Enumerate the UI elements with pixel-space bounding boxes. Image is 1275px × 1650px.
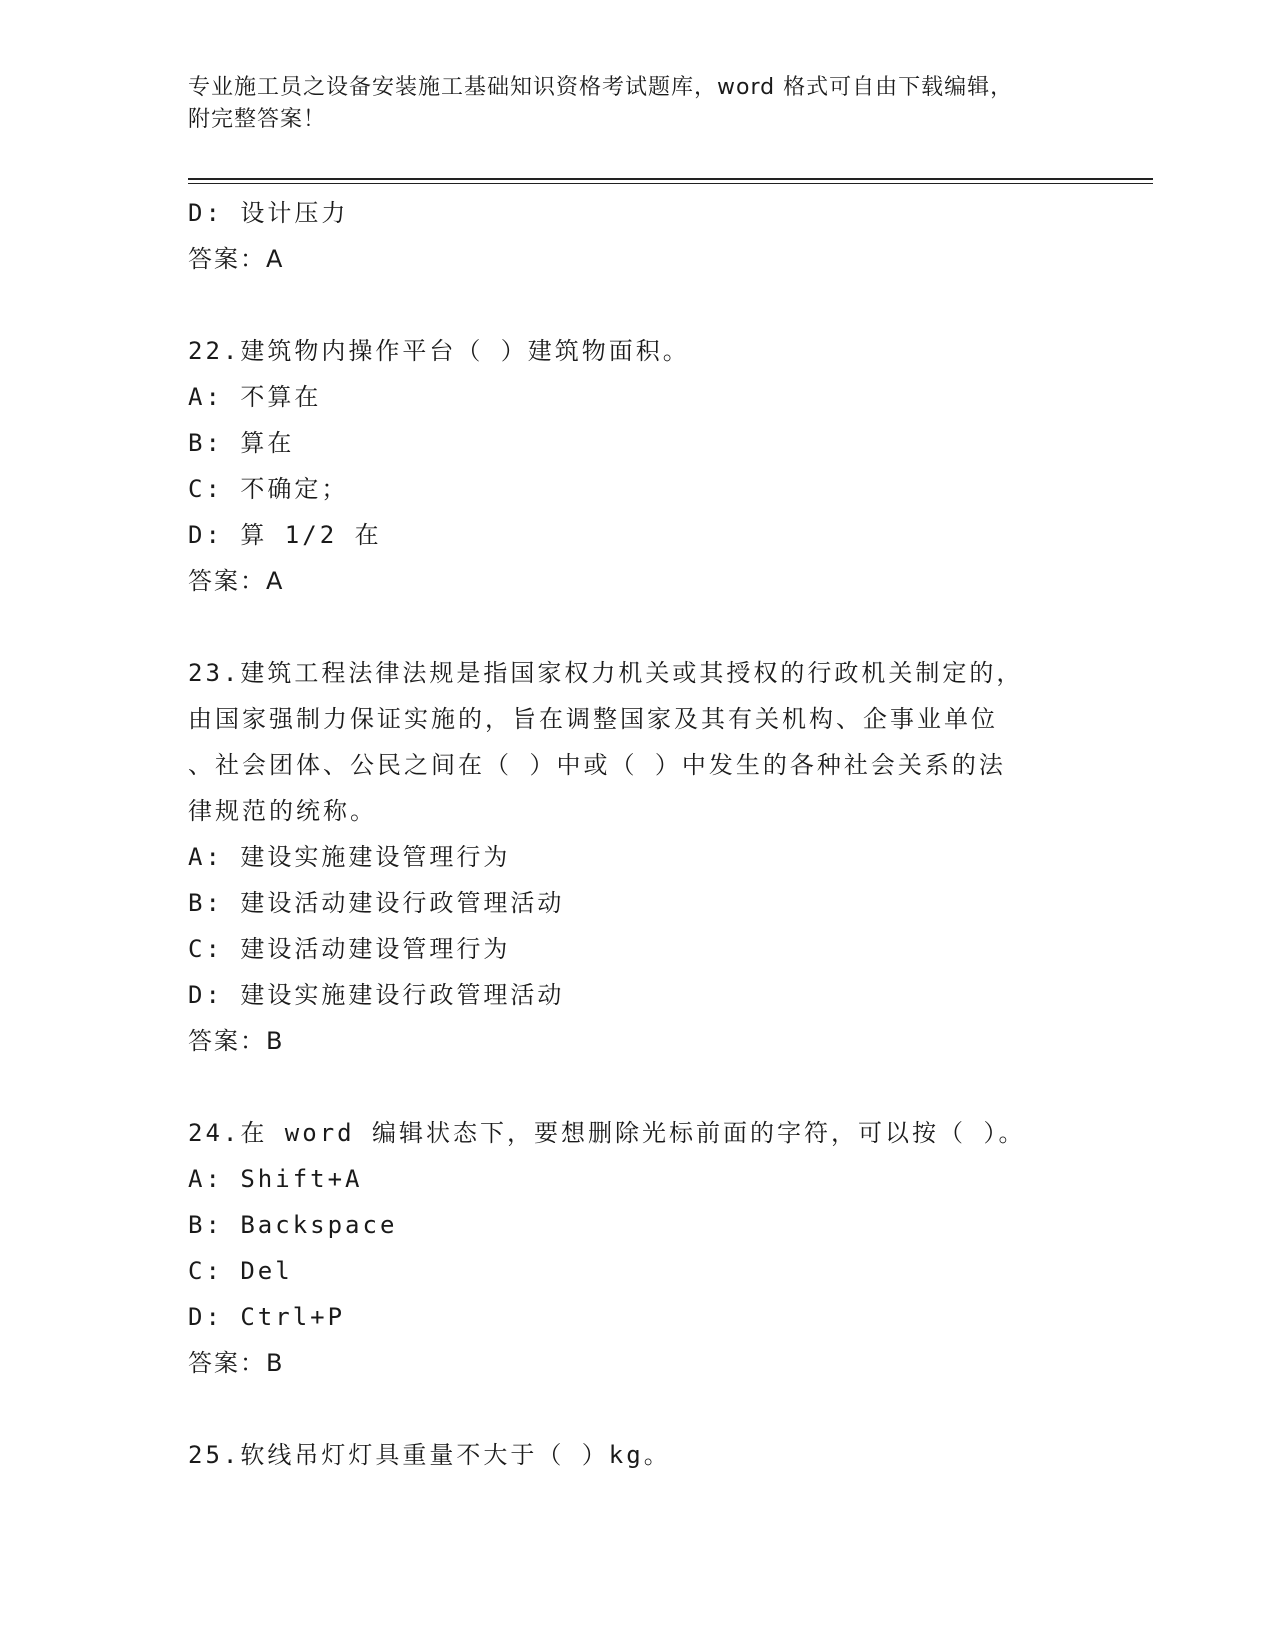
question-23-stem-line-3: 、社会团体、公民之间在（ ）中或（ ）中发生的各种社会关系的法 (188, 751, 1006, 779)
question-24-option-c: C: Del (188, 1257, 293, 1285)
spacer (188, 604, 1088, 650)
question-22-option-c: C: 不确定； (188, 475, 349, 503)
question-24-stem: 24.在 word 编辑状态下，要想删除光标前面的字符，可以按（ ）。 (188, 1119, 1026, 1147)
question-24-option-b: B: Backspace (188, 1211, 398, 1239)
question-25-stem: 25.软线吊灯灯具重量不大于（ ）kg。 (188, 1441, 671, 1469)
question-22-option-d: D: 算 1/2 在 (188, 521, 382, 549)
question-23-option-b: B: 建设活动建设行政管理活动 (188, 889, 565, 917)
question-22-option-a: A: 不算在 (188, 383, 322, 411)
question-24-option-a: A: Shift+A (188, 1165, 363, 1193)
prev-answer: 答案：A (188, 245, 285, 273)
document-header (188, 72, 1088, 136)
header-divider-thick (188, 178, 1153, 180)
question-23-option-c: C: 建设活动建设管理行为 (188, 935, 511, 963)
prev-option-d: D: 设计压力 (188, 199, 349, 227)
question-22-option-b: B: 算在 (188, 429, 295, 457)
question-23-stem-line-1: 23.建筑工程法律法规是指国家权力机关或其授权的行政机关制定的， (188, 659, 1024, 687)
header-divider-thin (188, 183, 1153, 184)
spacer (188, 282, 1088, 328)
question-23-stem-line-4: 律规范的统称。 (188, 797, 377, 825)
spacer (188, 1064, 1088, 1110)
question-22-answer: 答案：A (188, 567, 285, 595)
question-23-option-a: A: 建设实施建设管理行为 (188, 843, 511, 871)
question-list (188, 190, 1088, 1478)
question-23-option-d: D: 建设实施建设行政管理活动 (188, 981, 565, 1009)
question-23-answer: 答案：B (188, 1027, 285, 1055)
question-22-stem: 22.建筑物内操作平台（ ）建筑物面积。 (188, 337, 690, 365)
question-23-stem-line-2: 由国家强制力保证实施的，旨在调整国家及其有关机构、企事业单位 (188, 705, 998, 733)
question-24-option-d: D: Ctrl+P (188, 1303, 346, 1331)
spacer (188, 1386, 1088, 1432)
question-24-answer: 答案：B (188, 1349, 285, 1377)
header-line-2: 附完整答案！ (188, 107, 327, 132)
header-line-1: 专业施工员之设备安装施工基础知识资格考试题库，word 格式可自由下载编辑， (188, 75, 1014, 100)
